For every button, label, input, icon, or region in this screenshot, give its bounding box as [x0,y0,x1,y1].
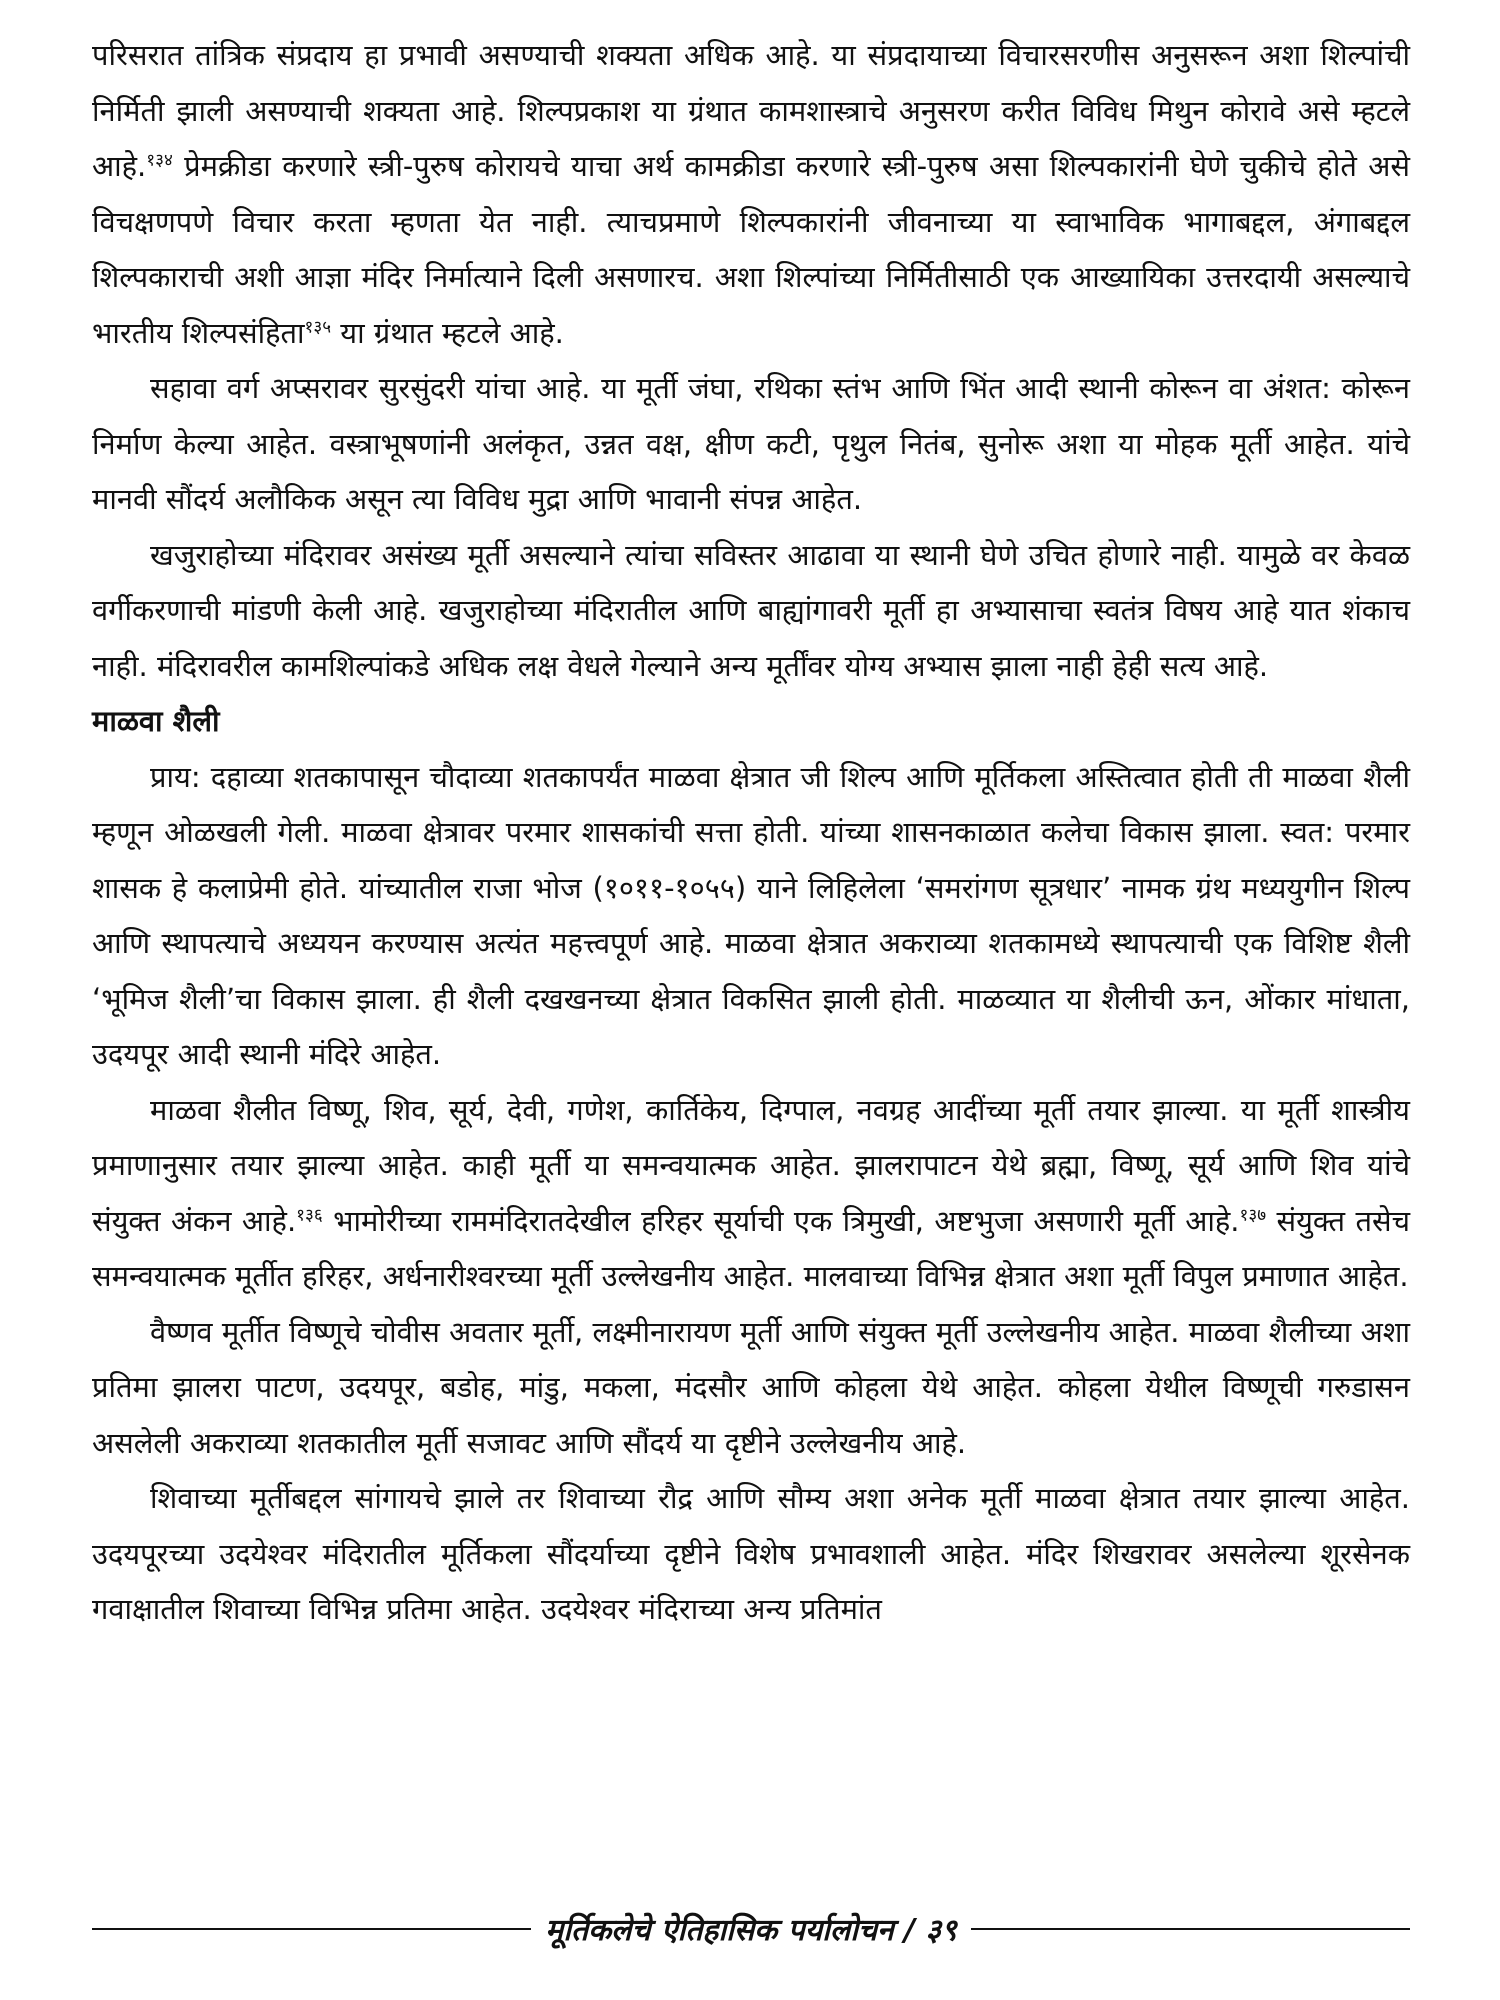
paragraph-5: माळवा शैलीत विष्णू, शिव, सूर्य, देवी, गणेश, कार्तिकेय, दिग्पाल, नवग्रह आदींच्या मूर्ती तयार झाल्या. या मूर्ती शास्त्रीय प्रमाणानुसार तयार झाल्या आहेत. काही मूर्ती या समन्वयात्मक आहेत. झालरापाटन येथे ब्रह्मा, विष्णू, सूर्य आणि शिव यांचे संयुक्त अंकन आहे.$^{१३६}$ भामोरीच्या राममंदिरातदेखील हरिहर सूर्याची एक त्रिमुखी, अष्टभुजा असणारी मूर्ती आहे.$^{१३७}$ संयुक्त तसेच समन्वयात्मक मूर्तीत हरिहर, अर्धनारीश्वरच्या मूर्ती उल्लेखनीय आहेत. मालवाच्या विभिन्न क्षेत्रात अशा मूर्ती विपुल प्रमाणात आहेत. [92,1092,1410,1293]
page-footer [92,1908,1410,1949]
footer-rule-right [971,1928,1410,1930]
paragraph-7: शिवाच्या मूर्तीबद्दल सांगायचे झाले तर शिवाच्या रौद्र आणि सौम्य अशा अनेक मूर्ती माळवा क्षेत्रात तयार झाल्या आहेत. उदयपूरच्या उदयेश्वर मंदिरातील मूर्तिकला सौंदर्याच्या दृष्टीने विशेष प्रभावशाली आहेत. मंदिर शिखरावर असलेल्या शूरसेनक गवाक्षातील शिवाच्या विभिन्न प्रतिमा आहेत. उदयेश्वर मंदिराच्या अन्य प्रतिमांत [92,1481,1410,1626]
paragraph-2: सहावा वर्ग अप्सरावर सुरसुंदरी यांचा आहे. या मूर्ती जंघा, रथिका स्तंभ आणि भिंत आदी स्थानी कोरून वा अंशत: कोरून निर्माण केल्या आहेत. वस्त्राभूषणांनी अलंकृत, उन्नत वक्ष, क्षीण कटी, पृथुल नितंब, सुनोरू अशा या मोहक मूर्ती आहेत. यांचे मानवी सौंदर्य अलौकिक असून त्या विविध मुद्रा आणि भावानी संपन्न आहेत. [92,371,1410,516]
body-text [92,28,1410,1638]
paragraph-1: परिसरात तांत्रिक संप्रदाय हा प्रभावी असण्याची शक्यता अधिक आहे. या संप्रदायाच्या विचारसरणीस अनुसरून अशा शिल्पांची निर्मिती झाली असण्याची शक्यता आहे. शिल्पप्रकाश या ग्रंथात कामशास्त्राचे अनुसरण करीत विविध मिथुन कोरावे असे म्हटले आहे.$^{१३४}$ प्रेमक्रीडा करणारे स्त्री-पुरुष कोरायचे याचा अर्थ कामक्रीडा करणारे स्त्री-पुरुष असा शिल्पकारांनी घेणे चुकीचे होते असे विचक्षणपणे विचार करता म्हणता येत नाही. त्याचप्रमाणे शिल्पकारांनी जीवनाच्या या स्वाभाविक भागाबद्दल, अंगाबद्दल शिल्पकाराची अशी आज्ञा मंदिर निर्मात्याने दिली असणारच. अशा शिल्पांच्या निर्मितीसाठी एक आख्यायिका उत्तरदायी असल्याचे भारतीय शिल्पसंहिता$^{१३५}$ या ग्रंथात म्हटले आहे. [92,38,1410,350]
footnote-ref-136: १३६ [296,1204,323,1225]
paragraph-6: वैष्णव मूर्तीत विष्णूचे चोवीस अवतार मूर्ती, लक्ष्मीनारायण मूर्ती आणि संयुक्त मूर्ती उल्लेखनीय आहेत. माळवा शैलीच्या अशा प्रतिमा झालरा पाटण, उदयपूर, बडोह, मांडु, मकला, मंदसौर आणि कोहला येथे आहेत. कोहला येथील विष्णूची गरुडासन असलेली अकराव्या शतकातील मूर्ती सजावट आणि सौंदर्य या दृष्टीने उल्लेखनीय आहे. [92,1314,1410,1460]
section-heading: माळवा शैली [92,704,220,738]
footnote-ref-135: १३५ [304,316,332,337]
footnote-ref-137: १३७ [1239,1204,1267,1225]
footer-rule-left [92,1928,531,1930]
paragraph-3: खजुराहोच्या मंदिरावर असंख्य मूर्ती असल्याने त्यांचा सविस्तर आढावा या स्थानी घेणे उचित होणारे नाही. यामुळे वर केवळ वर्गीकरणाची मांडणी केली आहे. खजुराहोच्या मंदिरातील आणि बाह्यांगावरी मूर्ती हा अभ्यासाचा स्वतंत्र विषय आहे यात शंकाच नाही. मंदिरावरील कामशिल्पांकडे अधिक लक्ष वेधले गेल्याने अन्य मूर्तींवर योग्य अभ्यास झाला नाही हेही सत्य आहे. [92,537,1410,683]
footnote-ref-134: १३४ [146,150,173,171]
paragraph-4: प्राय: दहाव्या शतकापासून चौदाव्या शतकापर्यंत माळवा क्षेत्रात जी शिल्प आणि मूर्तिकला अस्तित्वात होती ती माळवा शैली म्हणून ओळखली गेली. माळवा क्षेत्रावर परमार शासकांची सत्ता होती. यांच्या शासनकाळात कलेचा विकास झाला. स्वत: परमार शासक हे कलाप्रेमी होते. यांच्यातील राजा भोज (१०११-१०५५) याने लिहिलेला ‘समरांगण सूत्रधार’ नामक ग्रंथ मध्ययुगीन शिल्प आणि स्थापत्याचे अध्ययन करण्यास अत्यंत महत्त्वपूर्ण आहे. माळवा क्षेत्रात अकराव्या शतकामध्ये स्थापत्याची एक विशिष्ट शैली ‘भूमिज शैली’चा विकास झाला. ही शैली दखखनच्या क्षेत्रात विकसित झाली होती. माळव्यात या शैलीची ऊन, ओंकार मांधाता, उदयपूर आदी स्थानी मंदिरे आहेत. [92,759,1410,1071]
footer-title: मूर्तिकलेचे ऐतिहासिक पर्यालोचन / ३९ [545,1913,957,1948]
